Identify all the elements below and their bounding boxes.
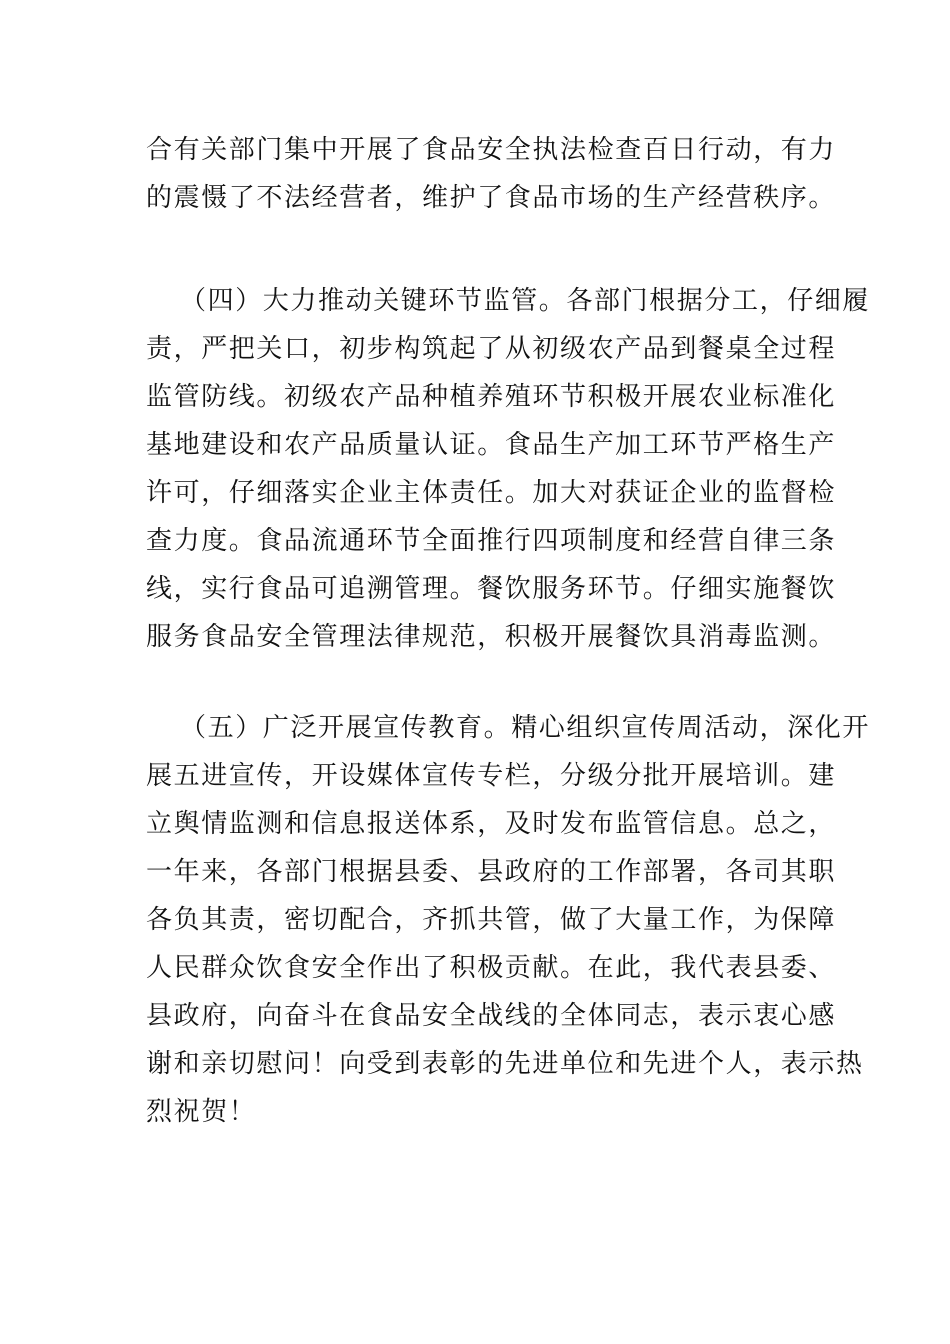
text-line: 线，实行食品可追溯管理。餐饮服务环节。仔细实施餐饮 bbox=[146, 574, 837, 604]
text-line: 展五进宣传，开设媒体宣传专栏，分级分批开展培训。建 bbox=[146, 761, 837, 791]
text-line: 县政府，向奋斗在食品安全战线的全体同志，表示衷心感 bbox=[146, 1001, 837, 1031]
text-line: 立舆情监测和信息报送体系，及时发布监管信息。总之， bbox=[146, 809, 837, 839]
text-line: 监管防线。初级农产品种植养殖环节积极开展农业标准化 bbox=[146, 382, 837, 412]
text-line: 人民群众饮食安全作出了积极贡献。在此，我代表县委、 bbox=[146, 953, 837, 983]
text-line: 一年来，各部门根据县委、县政府的工作部署，各司其职 bbox=[146, 857, 837, 887]
text-line: （四）大力推动关键环节监管。各部门根据分工，仔细履 bbox=[180, 286, 871, 316]
text-line: 查力度。食品流通环节全面推行四项制度和经营自律三条 bbox=[146, 526, 837, 556]
paragraph-key-link-supervision bbox=[146, 277, 871, 661]
text-line: 基地建设和农产品质量认证。食品生产加工环节严格生产 bbox=[146, 430, 837, 460]
text-line: 许可，仔细落实企业主体责任。加大对获证企业的监督检 bbox=[146, 478, 837, 508]
paragraph-food-safety-enforcement bbox=[146, 126, 837, 222]
text-line: 谢和亲切慰问！向受到表彰的先进单位和先进个人，表示热 bbox=[146, 1049, 864, 1079]
paragraph-publicity-education bbox=[146, 704, 871, 1136]
text-line: 烈祝贺！ bbox=[146, 1097, 257, 1127]
text-line: 各负其责，密切配合，齐抓共管，做了大量工作，为保障 bbox=[146, 905, 837, 935]
text-line: 责，严把关口，初步构筑起了从初级农产品到餐桌全过程 bbox=[146, 334, 837, 364]
text-line: 服务食品安全管理法律规范，积极开展餐饮具消毒监测。 bbox=[146, 622, 837, 652]
text-line: 的震慑了不法经营者，维护了食品市场的生产经营秩序。 bbox=[146, 183, 837, 213]
text-line: 合有关部门集中开展了食品安全执法检查百日行动，有力 bbox=[146, 135, 837, 165]
text-line: （五）广泛开展宣传教育。精心组织宣传周活动，深化开 bbox=[180, 713, 871, 743]
